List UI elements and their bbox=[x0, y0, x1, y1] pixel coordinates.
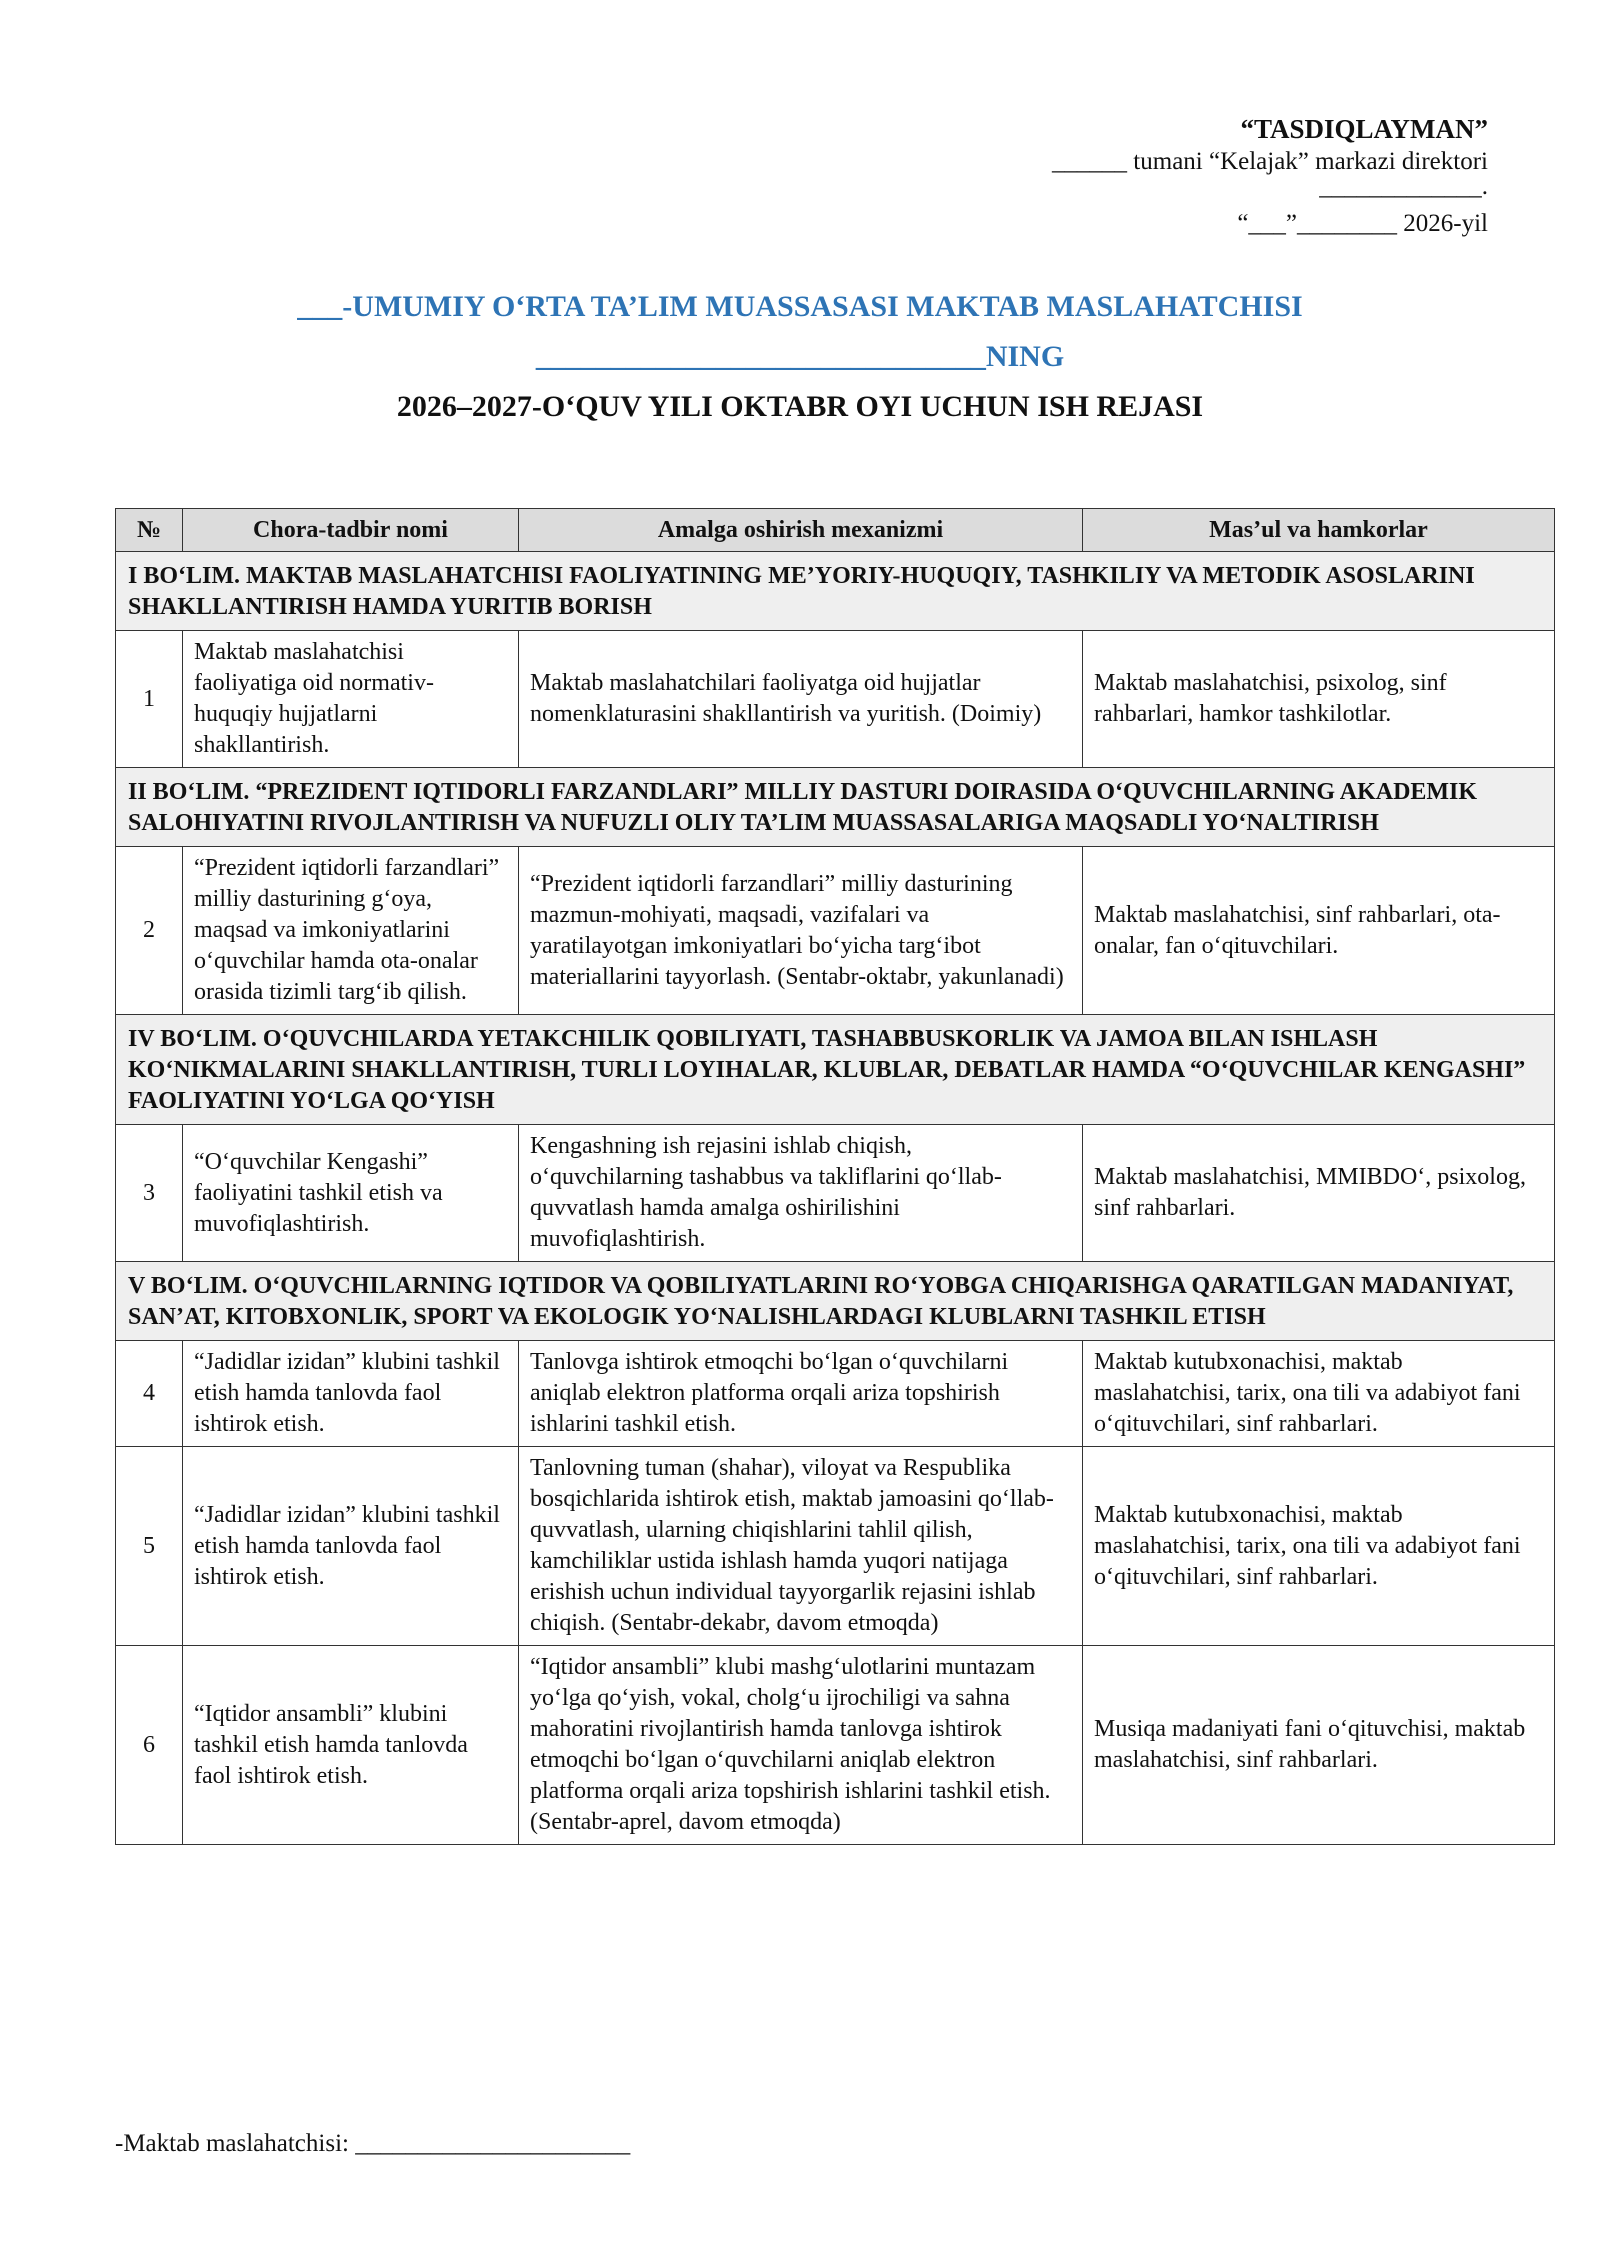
header-mechanism: Amalga oshirish mexanizmi bbox=[519, 509, 1083, 552]
title-line-school: ___-UMUMIY O‘RTA TA’LIM MUASSASASI MAKTAB MASLAHATCHISI bbox=[297, 290, 1303, 323]
signature-line: -Maktab maslahatchisi: ______________________ bbox=[115, 2130, 631, 2157]
table-row bbox=[116, 1646, 1555, 1845]
row-mechanism: Kengashning ish rejasini ishlab chiqish, o‘quvchilarning tashabbus va takliflarini qo‘llab-quvvatlash hamda amalga oshirilishini muvofiqlashtirish. bbox=[519, 1125, 1083, 1262]
row-number: 5 bbox=[116, 1447, 183, 1646]
row-responsible: Maktab kutubxonachisi, maktab maslahatchisi, tarix, ona tili va adabiyot fani o‘qituvchilari, sinf rahbarlari. bbox=[1083, 1447, 1555, 1646]
title-line-plan: 2026–2027-O‘QUV YILI OKTABR OYI UCHUN ISH REJASI bbox=[396, 390, 1204, 423]
row-mechanism: Maktab maslahatchilari faoliyatga oid hujjatlar nomenklaturasini shakllantirish va yuritish. (Doimiy) bbox=[519, 631, 1083, 768]
row-number: 3 bbox=[116, 1125, 183, 1262]
header-number: № bbox=[116, 509, 183, 552]
section-title: II BO‘LIM. “PREZIDENT IQTIDORLI FARZANDLARI” MILLIY DASTURI DOIRASIDA O‘QUVCHILARNING AKADEMIK SALOHIYATINI RIVOJLANTIRISH VA NUFUZLI OLIY TA’LIM MUASSASALARIGA MAQSADLI YO‘NALTIRISH bbox=[116, 768, 1555, 847]
section-row bbox=[116, 552, 1555, 631]
section-title: V BO‘LIM. O‘QUVCHILARNING IQTIDOR VA QOBILIYATLARINI RO‘YOBGA CHIQARISHGA QARATILGAN MADANIYAT, SAN’AT, KITOBXONLIK, SPORT VA EKOLOGIK YO‘NALISHLARDAGI KLUBLARNI TASHKIL ETISH bbox=[116, 1262, 1555, 1341]
row-responsible: Maktab maslahatchisi, MMIBDO‘, psixolog, sinf rahbarlari. bbox=[1083, 1125, 1555, 1262]
approval-signature-line: _____________. bbox=[1319, 173, 1488, 200]
row-activity: “Jadidlar izidan” klubini tashkil etish hamda tanlovda faol ishtirok etish. bbox=[183, 1341, 519, 1447]
table-row bbox=[116, 1125, 1555, 1262]
document-title bbox=[0, 282, 1600, 432]
table-row bbox=[116, 1447, 1555, 1646]
row-responsible: Maktab maslahatchisi, sinf rahbarlari, ota-onalar, fan o‘qituvchilari. bbox=[1083, 847, 1555, 1015]
row-activity: “Iqtidor ansambli” klubini tashkil etish hamda tanlovda faol ishtirok etish. bbox=[183, 1646, 519, 1845]
header-activity: Chora-tadbir nomi bbox=[183, 509, 519, 552]
approval-block bbox=[1052, 112, 1488, 239]
section-title: I BO‘LIM. MAKTAB MASLAHATCHISI FAOLIYATINING ME’YORIY-HUQUQIY, TASHKILIY VA METODIK ASOSLARINI SHAKLLANTIRISH HAMDA YURITIB BORISH bbox=[116, 552, 1555, 631]
row-activity: Maktab maslahatchisi faoliyatiga oid normativ-huquqiy hujjatlarni shakllantirish. bbox=[183, 631, 519, 768]
section-row bbox=[116, 1015, 1555, 1125]
row-mechanism: Tanlovga ishtirok etmoqchi bo‘lgan o‘quvchilarni aniqlab elektron platforma orqali ariza topshirish ishlarini tashkil etish. bbox=[519, 1341, 1083, 1447]
section-row bbox=[116, 768, 1555, 847]
row-responsible: Musiqa madaniyati fani o‘qituvchisi, maktab maslahatchisi, sinf rahbarlari. bbox=[1083, 1646, 1555, 1845]
row-mechanism: “Prezident iqtidorli farzandlari” milliy dasturining mazmun-mohiyati, maqsadi, vazifalari va yaratilayotgan imkoniyatlari bo‘yicha targ‘ibot materiallarini tayyorlash. (Sentabr-oktabr, yakunlanadi) bbox=[519, 847, 1083, 1015]
section-row bbox=[116, 1262, 1555, 1341]
header-responsible: Mas’ul va hamkorlar bbox=[1083, 509, 1555, 552]
row-mechanism: “Iqtidor ansambli” klubi mashg‘ulotlarini muntazam yo‘lga qo‘yish, vokal, cholg‘u ijrochiligi va sahna mahoratini rivojlantirish hamda tanlovga ishtirok etmoqchi bo‘lgan o‘quvchilarni aniqlab elektron platforma orqali ariza topshirish ishlarini tashkil etish. (Sentabr-aprel, davom etmoqda) bbox=[519, 1646, 1083, 1845]
work-plan-table bbox=[115, 508, 1555, 1845]
row-number: 1 bbox=[116, 631, 183, 768]
title-line-name: ______________________________NING bbox=[535, 340, 1065, 373]
approval-heading: “TASDIQLAYMAN” bbox=[1240, 114, 1488, 144]
approval-director-line: ______ tumani “Kelajak” markazi direktori bbox=[1052, 148, 1488, 175]
row-responsible: Maktab kutubxonachisi, maktab maslahatchisi, tarix, ona tili va adabiyot fani o‘qituvchilari, sinf rahbarlari. bbox=[1083, 1341, 1555, 1447]
row-number: 6 bbox=[116, 1646, 183, 1845]
row-responsible: Maktab maslahatchisi, psixolog, sinf rahbarlari, hamkor tashkilotlar. bbox=[1083, 631, 1555, 768]
row-activity: “Prezident iqtidorli farzandlari” milliy dasturining g‘oya, maqsad va imkoniyatlarini o‘quvchilar hamda ota-onalar orasida tizimli targ‘ib qilish. bbox=[183, 847, 519, 1015]
section-title: IV BO‘LIM. O‘QUVCHILARDA YETAKCHILIK QOBILIYATI, TASHABBUSKORLIK VA JAMOA BILAN ISHLASH KO‘NIKMALARINI SHAKLLANTIRISH, TURLI LOYIHALAR, KLUBLAR, DEBATLAR HAMDA “O‘QUVCHILAR KENGASHI” FAOLIYATINI YO‘LGA QO‘YISH bbox=[116, 1015, 1555, 1125]
table-header-row bbox=[116, 509, 1555, 552]
table-row bbox=[116, 1341, 1555, 1447]
row-activity: “O‘quvchilar Kengashi” faoliyatini tashkil etish va muvofiqlashtirish. bbox=[183, 1125, 519, 1262]
table-row bbox=[116, 631, 1555, 768]
table-row bbox=[116, 847, 1555, 1015]
approval-date-line: “___”________ 2026-yil bbox=[1237, 210, 1488, 237]
row-number: 2 bbox=[116, 847, 183, 1015]
row-number: 4 bbox=[116, 1341, 183, 1447]
row-activity: “Jadidlar izidan” klubini tashkil etish hamda tanlovda faol ishtirok etish. bbox=[183, 1447, 519, 1646]
row-mechanism: Tanlovning tuman (shahar), viloyat va Respublika bosqichlarida ishtirok etish, maktab jamoasini qo‘llab-quvvatlash, ularning chiqishlarini tahlil qilish, kamchiliklar ustida ishlash hamda yuqori natijaga erishish uchun individual tayyorgarlik rejasini ishlab chiqish. (Sentabr-dekabr, davom etmoqda) bbox=[519, 1447, 1083, 1646]
